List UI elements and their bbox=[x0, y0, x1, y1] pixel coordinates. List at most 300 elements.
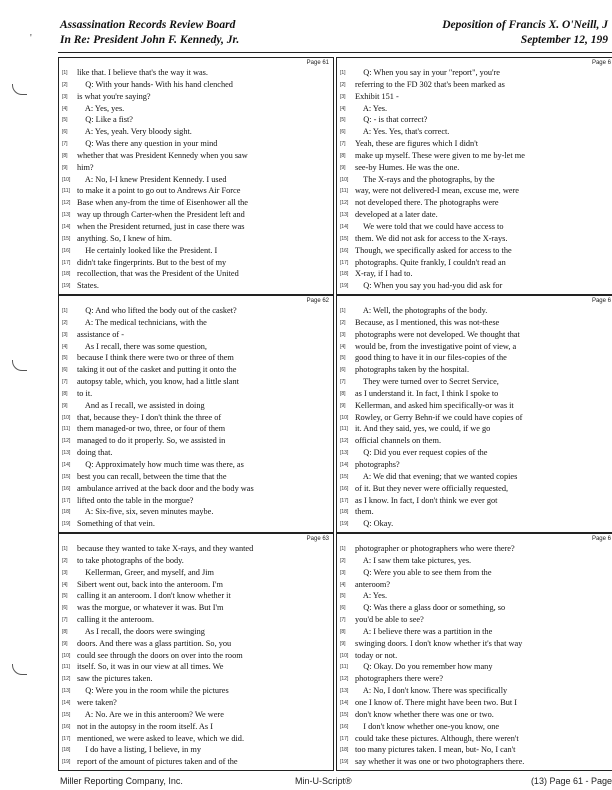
transcript-line bbox=[340, 638, 612, 650]
line-text: Something of that vein. bbox=[77, 519, 155, 529]
line-text: developed at a later date. bbox=[355, 210, 438, 220]
transcript-line bbox=[62, 459, 331, 471]
line-number: [12] bbox=[62, 676, 71, 683]
line-text: because they wanted to take X-rays, and they wanted bbox=[77, 544, 254, 553]
line-text: was the morgue, or whatever it was. But I'm bbox=[77, 603, 224, 613]
line-text: A: Six-five, six, seven minutes maybe. bbox=[77, 507, 214, 517]
line-text: I don't know whether one-you know, one bbox=[355, 721, 500, 731]
line-number: [3] bbox=[340, 93, 346, 100]
transcript-line bbox=[62, 495, 331, 507]
line-text: A: I saw them take pictures, yes. bbox=[355, 555, 472, 565]
line-text: Base when any-from the time of Eisenhower all the bbox=[77, 198, 248, 208]
transcript-line bbox=[340, 209, 612, 221]
transcript-line bbox=[340, 614, 612, 626]
transcript-line bbox=[62, 768, 331, 771]
transcript-page-panel bbox=[58, 533, 334, 771]
line-number: [17] bbox=[62, 259, 71, 266]
line-number: [14] bbox=[62, 461, 71, 468]
line-text: to take photographs of the body. bbox=[77, 555, 184, 565]
line-text: didn't take fingerprints. But to the best of my bbox=[77, 257, 227, 267]
transcript-line bbox=[340, 138, 612, 150]
line-text: managed to do it properly. So, we assisted in bbox=[77, 436, 226, 446]
transcript-line bbox=[62, 733, 331, 745]
transcript-line bbox=[62, 305, 331, 317]
line-number: [15] bbox=[340, 235, 349, 242]
transcript-line bbox=[340, 602, 612, 614]
line-text: photographs taken by the hospital. bbox=[355, 365, 470, 375]
line-text: not developed there. The photographs were bbox=[355, 198, 499, 208]
line-number: [9] bbox=[62, 640, 68, 647]
line-number: [5] bbox=[62, 117, 68, 124]
line-number: [13] bbox=[340, 212, 349, 219]
case-header bbox=[60, 18, 239, 48]
header-rule bbox=[58, 52, 612, 53]
transcript-line bbox=[340, 733, 612, 745]
line-number bbox=[340, 768, 355, 771]
line-number: [13] bbox=[340, 688, 349, 695]
line-number: [18] bbox=[62, 271, 71, 278]
line-number: [3] bbox=[62, 93, 68, 100]
line-text: photographs? bbox=[355, 459, 400, 469]
transcript-line bbox=[62, 114, 331, 126]
transcript-line bbox=[340, 685, 612, 697]
line-text: Yeah, these are figures which I didn't bbox=[355, 139, 478, 149]
line-number: [16] bbox=[62, 247, 71, 254]
transcript-line bbox=[62, 638, 331, 650]
line-number: [9] bbox=[62, 164, 68, 171]
line-text: too many pictures taken. I mean, but- No, I can't bbox=[355, 745, 516, 755]
transcript-line bbox=[62, 543, 331, 555]
line-number: [13] bbox=[62, 450, 71, 457]
line-number: [18] bbox=[62, 509, 71, 516]
line-text: He certainly looked like the President. I bbox=[77, 245, 218, 255]
line-number: [10] bbox=[62, 414, 71, 421]
transcript-line bbox=[340, 555, 612, 567]
transcript-line bbox=[340, 245, 612, 257]
line-number: [17] bbox=[340, 735, 349, 742]
line-text: to make it a point to go out to Andrews Air Force bbox=[77, 186, 241, 196]
line-text: photographs. Quite frankly, I couldn't read an bbox=[355, 257, 506, 267]
line-number: [8] bbox=[340, 152, 346, 159]
line-number: [18] bbox=[340, 271, 349, 278]
line-number: [5] bbox=[340, 355, 346, 362]
line-number: [3] bbox=[340, 331, 346, 338]
line-text: is what you're saying? bbox=[77, 91, 151, 101]
line-text: could take these pictures. Although, there weren't bbox=[355, 733, 519, 743]
line-text: saw the pictures taken. bbox=[77, 674, 153, 684]
transcript-line bbox=[62, 268, 331, 280]
transcript-line bbox=[62, 579, 331, 591]
transcript-line bbox=[62, 162, 331, 174]
line-text: lifted onto the table in the morgue? bbox=[77, 495, 194, 505]
line-number: [15] bbox=[340, 473, 349, 480]
line-number: [1] bbox=[340, 70, 346, 76]
line-number: [2] bbox=[340, 81, 346, 88]
punch-hole-mark bbox=[12, 84, 27, 95]
line-text: I do have a listing, I believe, in my bbox=[77, 745, 201, 755]
transcript-line bbox=[62, 435, 331, 447]
transcript-page-panel bbox=[58, 295, 334, 533]
line-text: Exhibit 151 - bbox=[355, 91, 399, 101]
line-number: [19] bbox=[62, 759, 71, 766]
line-text: A: I believe there was a partition in the bbox=[355, 626, 493, 636]
transcript-lines bbox=[62, 543, 331, 771]
transcript-line bbox=[340, 79, 612, 91]
line-number: [11] bbox=[62, 426, 70, 433]
transcript-line bbox=[62, 364, 331, 376]
line-number: [14] bbox=[340, 223, 349, 230]
transcript-line bbox=[340, 579, 612, 591]
transcript-line bbox=[62, 567, 331, 579]
line-number: [1] bbox=[62, 70, 68, 76]
line-number: [19] bbox=[340, 521, 349, 528]
line-text: A: No, I don't know. There was specifically bbox=[355, 686, 508, 696]
line-text: A: The medical technicians, with the bbox=[77, 317, 207, 327]
panel-page-number: Page 61 bbox=[306, 60, 329, 66]
line-number: [13] bbox=[62, 212, 71, 219]
line-number: [11] bbox=[62, 664, 70, 671]
line-number: [4] bbox=[340, 105, 346, 112]
transcript-line bbox=[62, 756, 331, 768]
line-number: [5] bbox=[340, 117, 346, 124]
line-number: [17] bbox=[62, 497, 71, 504]
transcript-line bbox=[340, 673, 612, 685]
transcript-line bbox=[62, 602, 331, 614]
line-number: [4] bbox=[340, 343, 346, 350]
line-text: A: No, I-I knew President Kennedy. I used bbox=[77, 174, 227, 184]
line-number: [8] bbox=[62, 628, 68, 635]
line-text: Q: Okay. bbox=[355, 519, 394, 529]
line-text: Q: Was there any question in your mind bbox=[77, 139, 218, 149]
line-number: [6] bbox=[340, 129, 346, 136]
line-text: them. We did not ask for access to the X-rays. bbox=[355, 233, 508, 243]
line-number: [14] bbox=[340, 699, 349, 706]
line-text: good thing to have it in our files-copies of the bbox=[355, 353, 507, 363]
transcript-line bbox=[340, 388, 612, 400]
line-text bbox=[355, 768, 612, 771]
line-text: because I think there were two or three of them bbox=[77, 353, 234, 363]
line-number: [13] bbox=[62, 688, 71, 695]
transcript-line bbox=[340, 435, 612, 447]
line-text: calling it an anteroom. I don't know whether it bbox=[77, 591, 231, 601]
line-number: [2] bbox=[340, 319, 346, 326]
transcript-line bbox=[62, 79, 331, 91]
deposition-header bbox=[442, 18, 608, 48]
line-number: [18] bbox=[340, 747, 349, 754]
transcript-line bbox=[62, 126, 331, 138]
line-number: [18] bbox=[62, 747, 71, 754]
line-number: [7] bbox=[340, 379, 346, 386]
transcript-line bbox=[62, 174, 331, 186]
line-text: photographs were not developed. We thought that bbox=[355, 329, 520, 339]
panel-page-number: Page 63 bbox=[306, 536, 329, 542]
transcript-line bbox=[340, 197, 612, 209]
transcript-line bbox=[62, 590, 331, 602]
line-number: [14] bbox=[62, 699, 71, 706]
line-number: [7] bbox=[340, 617, 346, 624]
line-text: A: Yes. bbox=[355, 103, 388, 113]
line-number: [5] bbox=[62, 593, 68, 600]
line-text: itself. So, it was in our view at all times. We bbox=[77, 662, 224, 672]
transcript-line bbox=[62, 233, 331, 245]
transcript-line bbox=[340, 721, 612, 733]
transcript-line bbox=[340, 661, 612, 673]
transcript-line bbox=[62, 150, 331, 162]
line-number: [7] bbox=[340, 141, 346, 148]
line-text: don't know whether there was one or two. bbox=[355, 709, 494, 719]
line-text: A: Yes, yeah. Very bloody sight. bbox=[77, 127, 192, 137]
transcript-line bbox=[340, 483, 612, 495]
transcript-line bbox=[340, 756, 612, 768]
line-text: ambulance arrived at the back door and the body was bbox=[77, 483, 254, 493]
transcript-line bbox=[340, 162, 612, 174]
line-text: A: Yes. Yes, that's correct. bbox=[355, 127, 450, 137]
transcript-line bbox=[62, 447, 331, 459]
line-number: [8] bbox=[62, 390, 68, 397]
line-text: A: Yes, yes. bbox=[77, 103, 125, 113]
line-text: Q: Like a fist? bbox=[77, 115, 133, 125]
transcript-line bbox=[62, 400, 331, 412]
line-text: not in the autopsy in the room itself. As I bbox=[77, 721, 213, 731]
page-footer bbox=[60, 776, 612, 790]
transcript-line bbox=[62, 352, 331, 364]
line-text: it. And they said, yes, we could, if we go bbox=[355, 424, 491, 434]
transcript-line bbox=[340, 506, 612, 518]
line-number: [8] bbox=[340, 390, 346, 397]
line-number: [17] bbox=[62, 735, 71, 742]
transcript-lines bbox=[340, 543, 612, 771]
line-number: [17] bbox=[340, 259, 349, 266]
line-text: A: Yes. bbox=[355, 591, 388, 601]
punch-hole-mark bbox=[12, 360, 27, 371]
footer-format: Min-U-Script® bbox=[295, 776, 352, 786]
line-number: [15] bbox=[62, 235, 71, 242]
transcript-line bbox=[340, 518, 612, 530]
transcript-line bbox=[62, 376, 331, 388]
line-number: [7] bbox=[62, 617, 68, 624]
transcript-line bbox=[340, 768, 612, 771]
line-text: Q: Were you in the room while the pictures bbox=[77, 686, 229, 696]
line-text: were taken? bbox=[77, 697, 117, 707]
line-text: States. bbox=[77, 281, 99, 291]
line-text: X-ray, if I had to. bbox=[355, 269, 413, 279]
transcript-line bbox=[62, 412, 331, 424]
line-text: recollection, that was the President of the United bbox=[77, 269, 239, 279]
line-text: As I recall, the doors were swinging bbox=[77, 626, 205, 636]
line-number: [2] bbox=[62, 319, 68, 326]
transcript-line bbox=[340, 91, 612, 103]
transcript-page-panel bbox=[336, 533, 612, 771]
transcript-line bbox=[62, 245, 331, 257]
line-text: that, because they- I don't think the three of bbox=[77, 412, 222, 422]
line-text: say whether it was one or two photographers there. bbox=[355, 757, 525, 767]
line-number: [11] bbox=[62, 188, 70, 195]
line-text: would be, from the investigative point of view, a bbox=[355, 341, 517, 351]
transcript-line bbox=[340, 364, 612, 376]
transcript-page-panel bbox=[58, 57, 334, 295]
line-number: [13] bbox=[340, 450, 349, 457]
transcript-line bbox=[340, 400, 612, 412]
line-number: [10] bbox=[62, 176, 71, 183]
line-number: [6] bbox=[62, 367, 68, 374]
line-text: see-by Humes. He was the one. bbox=[355, 162, 460, 172]
transcript-lines bbox=[340, 305, 612, 533]
line-number: [12] bbox=[340, 200, 349, 207]
transcript-line bbox=[340, 352, 612, 364]
transcript-line bbox=[62, 423, 331, 435]
line-text: Q: Did you ever request copies of the bbox=[355, 448, 488, 458]
transcript-line bbox=[62, 341, 331, 353]
transcript-line bbox=[340, 280, 612, 292]
transcript-line bbox=[340, 709, 612, 721]
line-number: [9] bbox=[340, 640, 346, 647]
transcript-line bbox=[62, 91, 331, 103]
transcript-line bbox=[62, 650, 331, 662]
footer-page-range: (13) Page 61 - Page bbox=[530, 776, 612, 786]
line-number: [2] bbox=[62, 81, 68, 88]
line-text: doors. And there was a glass partition. So, you bbox=[77, 638, 232, 648]
line-number: [6] bbox=[340, 605, 346, 612]
transcript-line bbox=[340, 257, 612, 269]
transcript-line bbox=[340, 459, 612, 471]
transcript-line bbox=[340, 114, 612, 126]
transcript-line bbox=[340, 305, 612, 317]
transcript-line bbox=[340, 268, 612, 280]
transcript-lines bbox=[62, 67, 331, 295]
line-text: doing that. bbox=[77, 448, 113, 458]
line-text: Q: Okay. Do you remember how many bbox=[355, 662, 493, 672]
transcript-line bbox=[340, 376, 612, 388]
line-number: [1] bbox=[340, 546, 346, 552]
transcript-line bbox=[340, 185, 612, 197]
line-text: official channels on them. bbox=[355, 436, 442, 446]
line-number: [15] bbox=[62, 711, 71, 718]
header-date: September 12, 199 bbox=[520, 34, 608, 46]
transcript-line bbox=[62, 138, 331, 150]
line-number: [16] bbox=[62, 485, 71, 492]
line-number: [9] bbox=[340, 164, 346, 171]
transcript-lines bbox=[62, 305, 331, 533]
transcript-line bbox=[340, 543, 612, 555]
line-text: like that. I believe that's the way it was. bbox=[77, 68, 208, 77]
line-number: [6] bbox=[340, 367, 346, 374]
transcript-page-panel bbox=[336, 57, 612, 295]
footer-company: Miller Reporting Company, Inc. bbox=[60, 776, 183, 786]
line-number: [1] bbox=[62, 308, 68, 314]
line-text: as I understand it. In fact, I think I spoke to bbox=[355, 388, 499, 398]
line-text: Q: When you say in your "report", you're bbox=[355, 68, 500, 77]
line-text: The X-rays and the photographs, by the bbox=[355, 174, 495, 184]
line-text: to it. bbox=[77, 388, 93, 398]
transcript-line bbox=[62, 721, 331, 733]
line-number: [9] bbox=[340, 402, 346, 409]
line-number: [19] bbox=[340, 759, 349, 766]
line-text: one I know of. There might have been two. But I bbox=[355, 697, 518, 707]
line-number: [19] bbox=[62, 521, 71, 528]
line-number: [19] bbox=[340, 283, 349, 290]
transcript-line bbox=[62, 317, 331, 329]
line-text: Q: - is that correct? bbox=[355, 115, 428, 125]
line-text: photographers there were? bbox=[355, 674, 443, 684]
transcript-line bbox=[62, 280, 331, 292]
line-text: today or not. bbox=[355, 650, 398, 660]
line-number: [9] bbox=[62, 402, 68, 409]
line-text: Q: And who lifted the body out of the casket? bbox=[77, 306, 237, 315]
line-number: [15] bbox=[62, 473, 71, 480]
line-text: could see through the doors on over into the room bbox=[77, 650, 243, 660]
transcript-page-panel bbox=[336, 295, 612, 533]
line-text: Q: When you say you had-you did ask for bbox=[355, 281, 503, 291]
header-deposition-title: Deposition of Francis X. O'Neill, J bbox=[442, 19, 608, 31]
transcript-lines bbox=[340, 67, 612, 295]
punch-hole-mark bbox=[12, 664, 27, 675]
transcript-line bbox=[62, 673, 331, 685]
line-text: Q: With your hands- With his hand clenched bbox=[77, 79, 233, 89]
transcript-line bbox=[340, 423, 612, 435]
line-number: [3] bbox=[62, 569, 68, 576]
line-text: make up myself. These were given to me by-let me bbox=[355, 150, 525, 160]
panel-page-number: Page 6 bbox=[591, 536, 611, 542]
line-text: As I recall, there was some question, bbox=[77, 341, 207, 351]
transcript-line bbox=[340, 744, 612, 756]
transcript-line bbox=[340, 221, 612, 233]
line-number: [7] bbox=[62, 379, 68, 386]
line-text: swinging doors. I don't know whether it's that way bbox=[355, 638, 523, 648]
panel-page-number: Page 6 bbox=[591, 298, 611, 304]
transcript-line bbox=[62, 614, 331, 626]
line-text: Q: Was there a glass door or something, so bbox=[355, 603, 506, 613]
transcript-line bbox=[340, 650, 612, 662]
transcript-line bbox=[62, 103, 331, 115]
stray-mark: ' bbox=[30, 33, 32, 44]
line-text: Q: Were you able to see them from the bbox=[355, 567, 492, 577]
line-number: [5] bbox=[340, 593, 346, 600]
line-number: [10] bbox=[62, 652, 71, 659]
line-text: A: Well, the photographs of the body. bbox=[355, 306, 488, 315]
transcript-line bbox=[62, 185, 331, 197]
transcript-line bbox=[62, 209, 331, 221]
line-text: of it. But they never were officially requested, bbox=[355, 483, 509, 493]
line-number: [3] bbox=[340, 569, 346, 576]
line-number: [16] bbox=[340, 485, 349, 492]
transcript-line bbox=[340, 567, 612, 579]
transcript-line bbox=[62, 506, 331, 518]
line-number: [12] bbox=[62, 200, 71, 207]
transcript-line bbox=[340, 341, 612, 353]
line-number: [18] bbox=[340, 509, 349, 516]
header-case-name: In Re: President John F. Kennedy, Jr. bbox=[60, 34, 240, 46]
line-number: [1] bbox=[62, 546, 68, 552]
transcript-line bbox=[62, 257, 331, 269]
line-text: as I know. In fact, I don't think we ever got bbox=[355, 495, 498, 505]
transcript-line bbox=[340, 150, 612, 162]
line-number: [11] bbox=[340, 426, 348, 433]
line-number: [6] bbox=[62, 605, 68, 612]
line-number: [14] bbox=[62, 223, 71, 230]
transcript-line bbox=[62, 709, 331, 721]
line-text: Sibert went out, back into the anteroom. I'm bbox=[77, 579, 223, 589]
line-text: you'd be able to see? bbox=[355, 615, 424, 625]
line-text: Rowley, or Gerry Behn-if we could have copies of bbox=[355, 412, 523, 422]
line-number: [19] bbox=[62, 283, 71, 290]
line-text: when the President returned, just in case there was bbox=[77, 221, 245, 231]
transcript-line bbox=[340, 233, 612, 245]
line-number: [12] bbox=[62, 438, 71, 445]
line-number: [11] bbox=[340, 188, 348, 195]
line-number: [10] bbox=[340, 652, 349, 659]
transcript-line bbox=[340, 126, 612, 138]
line-number: [17] bbox=[340, 497, 349, 504]
